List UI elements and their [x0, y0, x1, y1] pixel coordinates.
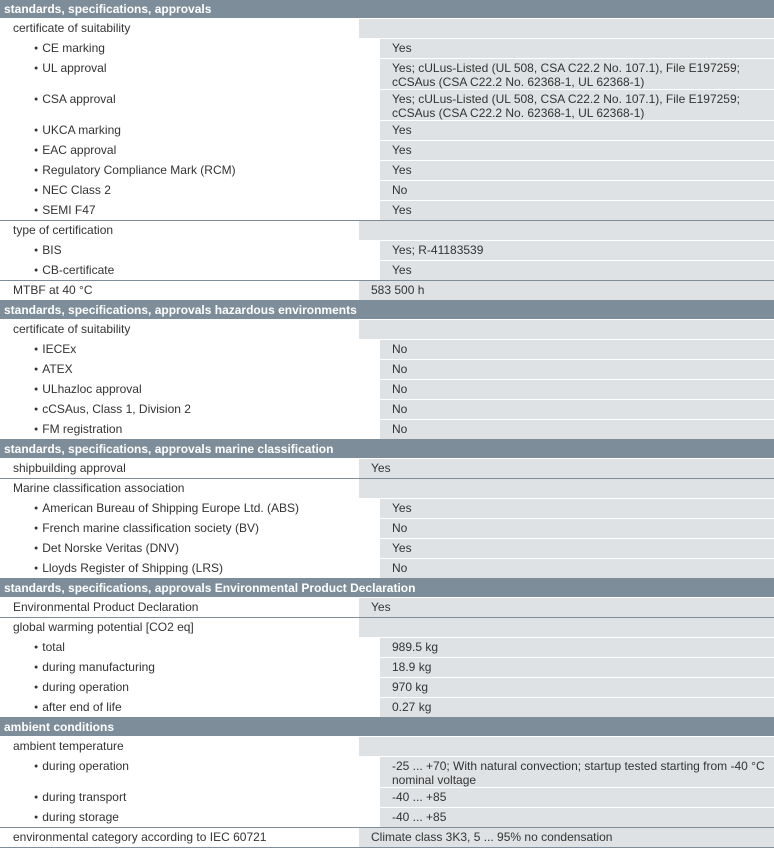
row-value: Yes: [379, 121, 774, 140]
row-label: ● Lloyds Register of Shipping (LRS): [0, 559, 379, 578]
row-value: [358, 221, 774, 240]
row-value: No: [379, 559, 774, 578]
table-row: [0, 221, 774, 241]
row-value: [358, 737, 774, 756]
table-row: [0, 539, 774, 559]
row-value: Yes: [379, 161, 774, 180]
row-label: MTBF at 40 °C: [0, 281, 358, 300]
row-label: ● NEC Class 2: [0, 181, 379, 200]
row-value: Yes; cULus-Listed (UL 508, CSA C22.2 No. 107.1), File E197259; cCSAus (CSA C22.2 No. 62368-1, UL 62368-1): [379, 59, 774, 89]
row-value: Yes; cULus-Listed (UL 508, CSA C22.2 No. 107.1), File E197259; cCSAus (CSA C22.2 No. 62368-1, UL 62368-1): [379, 90, 774, 120]
row-label: ● FM registration: [0, 420, 379, 439]
row-label: ● cCSAus, Class 1, Division 2: [0, 400, 379, 419]
row-value: [358, 618, 774, 637]
row-label: ● during operation: [0, 678, 379, 697]
row-value: Climate class 3K3, 5 ... 95% no condensation: [358, 828, 774, 847]
table-row: [0, 828, 774, 848]
table-row: [0, 340, 774, 360]
table-row: [0, 161, 774, 181]
table-row: [0, 281, 774, 301]
row-label: global warming potential [CO2 eq]: [0, 618, 358, 637]
table-row: [0, 141, 774, 161]
table-row: [0, 39, 774, 59]
row-value: Yes: [379, 201, 774, 220]
row-value: Yes: [379, 141, 774, 160]
table-row: [0, 618, 774, 638]
table-row: [0, 638, 774, 658]
table-row: [0, 19, 774, 39]
table-row: [0, 400, 774, 420]
section-header: standards, specifications, approvals Environmental Product Declaration: [0, 579, 774, 598]
row-label: ● SEMI F47: [0, 201, 379, 220]
table-row: [0, 559, 774, 579]
section-header: standards, specifications, approvals: [0, 0, 774, 19]
table-row: [0, 201, 774, 221]
table-row: [0, 241, 774, 261]
row-label: ● total: [0, 638, 379, 657]
table-row: [0, 698, 774, 718]
row-label: ● Regulatory Compliance Mark (RCM): [0, 161, 379, 180]
table-row: [0, 678, 774, 698]
row-value: No: [379, 519, 774, 538]
row-label: ● CSA approval: [0, 90, 379, 120]
table-row: [0, 737, 774, 757]
table-row: [0, 261, 774, 281]
row-label: ● during manufacturing: [0, 658, 379, 677]
table-row: [0, 320, 774, 340]
row-label: ● after end of life: [0, 698, 379, 717]
row-label: ● CE marking: [0, 39, 379, 58]
row-label: ● Det Norske Veritas (DNV): [0, 539, 379, 558]
row-value: Yes: [379, 261, 774, 280]
row-value: [358, 320, 774, 339]
row-value: [358, 19, 774, 38]
row-label: ● ATEX: [0, 360, 379, 379]
row-label: ● during operation: [0, 757, 379, 787]
table-row: [0, 788, 774, 808]
row-value: -25 ... +70; With natural convection; startup tested starting from -40 °C nominal voltage: [379, 757, 774, 787]
row-label: shipbuilding approval: [0, 459, 358, 478]
row-label: ● during transport: [0, 788, 379, 807]
section-header: standards, specifications, approvals hazardous environments: [0, 301, 774, 320]
row-label: ambient temperature: [0, 737, 358, 756]
row-value: Yes: [379, 539, 774, 558]
row-value: No: [379, 340, 774, 359]
row-label: ● BIS: [0, 241, 379, 260]
row-value: No: [379, 360, 774, 379]
row-value: 989.5 kg: [379, 638, 774, 657]
row-label: ● French marine classification society (BV): [0, 519, 379, 538]
table-row: [0, 808, 774, 828]
table-row: [0, 360, 774, 380]
row-value: Yes: [379, 499, 774, 518]
row-value: Yes: [358, 459, 774, 478]
row-value: 970 kg: [379, 678, 774, 697]
table-row: [0, 121, 774, 141]
table-row: [0, 459, 774, 479]
row-value: -40 ... +85: [379, 808, 774, 827]
table-row: [0, 757, 774, 788]
table-row: [0, 658, 774, 678]
table-row: [0, 499, 774, 519]
row-label: environmental category according to IEC 60721: [0, 828, 358, 847]
section-header: standards, specifications, approvals marine classification: [0, 440, 774, 459]
row-value: No: [379, 181, 774, 200]
row-label: Environmental Product Declaration: [0, 598, 358, 617]
row-value: Yes: [358, 598, 774, 617]
row-value: 18.9 kg: [379, 658, 774, 677]
table-row: [0, 598, 774, 618]
row-label: ● UKCA marking: [0, 121, 379, 140]
row-value: -40 ... +85: [379, 788, 774, 807]
row-label: ● American Bureau of Shipping Europe Ltd. (ABS): [0, 499, 379, 518]
row-label: ● UL approval: [0, 59, 379, 89]
row-value: [358, 479, 774, 498]
row-value: No: [379, 420, 774, 439]
table-row: [0, 181, 774, 201]
row-value: No: [379, 400, 774, 419]
row-label: ● during storage: [0, 808, 379, 827]
row-value: Yes: [379, 39, 774, 58]
row-label: ● CB-certificate: [0, 261, 379, 280]
row-label: ● ULhazloc approval: [0, 380, 379, 399]
row-value: 0.27 kg: [379, 698, 774, 717]
row-label: type of certification: [0, 221, 358, 240]
table-row: [0, 90, 774, 121]
table-row: [0, 479, 774, 499]
row-label: certificate of suitability: [0, 19, 358, 38]
table-row: [0, 59, 774, 90]
row-label: certificate of suitability: [0, 320, 358, 339]
row-value: 583 500 h: [358, 281, 774, 300]
row-value: No: [379, 380, 774, 399]
table-row: [0, 380, 774, 400]
row-label: ● IECEx: [0, 340, 379, 359]
section-header: ambient conditions: [0, 718, 774, 737]
row-label: ● EAC approval: [0, 141, 379, 160]
row-label: Marine classification association: [0, 479, 358, 498]
table-row: [0, 519, 774, 539]
table-row: [0, 420, 774, 440]
row-value: Yes; R-41183539: [379, 241, 774, 260]
